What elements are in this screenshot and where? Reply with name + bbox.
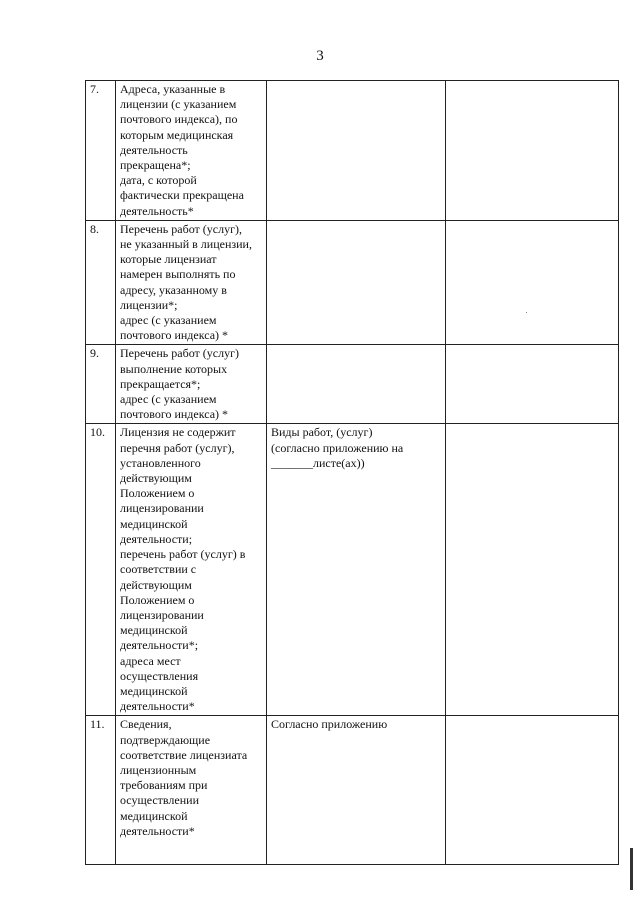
description-line: подтверждающие (120, 732, 211, 747)
description-line: Положением о (120, 592, 195, 607)
description-line: перечень работ (услуг) в (120, 547, 246, 562)
description-line: адреса мест (120, 653, 181, 668)
row-extra-cell[interactable] (446, 81, 619, 221)
description-line: действующим (120, 577, 192, 592)
description-line: осуществления (120, 668, 199, 683)
description-line: лицензировании (120, 501, 204, 516)
row-number: 7. (86, 81, 116, 221)
description-line: фактически прекращена (120, 188, 244, 203)
description-line: которые лицензиат (120, 252, 217, 267)
row-number: 10. (86, 424, 116, 716)
page-number: 3 (316, 48, 324, 64)
description-line: действующим (120, 471, 192, 486)
description-line: лицензии (с указанием (120, 97, 237, 112)
row-value-cell[interactable] (267, 220, 446, 345)
row-value-cell[interactable] (267, 716, 446, 865)
row-extra-cell[interactable] (446, 220, 619, 345)
row-value-cell[interactable] (267, 345, 446, 424)
description-line: медицинской (120, 808, 188, 823)
description-line: медицинской (120, 516, 188, 531)
description-line: деятельности* (120, 699, 195, 714)
description-line: почтового индекса) * (120, 407, 229, 422)
row-description (116, 81, 267, 221)
row-description (116, 424, 267, 716)
description-line: адресу, указанному в (120, 282, 227, 297)
description-line: которым медицинская (120, 127, 234, 142)
row-extra-cell[interactable] (446, 424, 619, 716)
description-line: Лицензия не содержит (120, 425, 236, 440)
description-line: намерен выполнять по (120, 267, 236, 282)
description-line: не указанный в лицензии, (120, 237, 252, 252)
description-line: деятельности; (120, 531, 193, 546)
row-description (116, 220, 267, 345)
value-line: Виды работ, (услуг) (271, 425, 373, 440)
table-row-11 (86, 716, 619, 865)
row-value-cell[interactable] (267, 424, 446, 716)
value-line: _______листе(ах)) (271, 455, 365, 470)
scan-edge-mark (630, 848, 633, 890)
value-line: (согласно приложению на (271, 440, 404, 455)
scan-artifact-dot (526, 312, 527, 313)
value-line: Согласно приложению (271, 717, 388, 732)
form-table (85, 80, 619, 865)
row-number: 11. (86, 716, 116, 865)
description-line: установленного (120, 455, 201, 470)
row-number: 9. (86, 345, 116, 424)
description-line: медицинской (120, 623, 188, 638)
description-line: деятельность* (120, 203, 194, 218)
description-line: деятельность (120, 142, 188, 157)
description-line: почтового индекса), по (120, 112, 238, 127)
description-line: деятельности* (120, 823, 195, 838)
description-line: соответствии с (120, 562, 197, 577)
description-line: деятельности*; (120, 638, 199, 653)
table-row-10 (86, 424, 619, 716)
description-line: осуществлении (120, 793, 199, 808)
row-description (116, 716, 267, 865)
description-line: Перечень работ (услуг), (120, 221, 243, 236)
description-line: лицензионным (120, 762, 197, 777)
description-line: Положением о (120, 486, 195, 501)
description-line: прекращается*; (120, 376, 201, 391)
description-line: медицинской (120, 683, 188, 698)
table-row-7 (86, 81, 619, 221)
table-row-8 (86, 220, 619, 345)
table-row-9 (86, 345, 619, 424)
description-line: дата, с которой (120, 173, 197, 188)
row-value-cell[interactable] (267, 81, 446, 221)
description-line: соответствие лицензиата (120, 747, 248, 762)
description-line: выполнение которых (120, 361, 228, 376)
row-extra-cell[interactable] (446, 716, 619, 865)
description-line: прекращена*; (120, 158, 191, 173)
row-number: 8. (86, 220, 116, 345)
description-line: адрес (с указанием (120, 392, 217, 407)
description-line: Перечень работ (услуг) (120, 346, 240, 361)
description-line: Адреса, указанные в (120, 82, 226, 96)
description-line: перечня работ (услуг), (120, 440, 235, 455)
row-description (116, 345, 267, 424)
description-line: Сведения, (120, 717, 172, 732)
description-line: требованиям при (120, 778, 208, 793)
row-extra-cell[interactable] (446, 345, 619, 424)
description-line: адрес (с указанием (120, 313, 217, 328)
description-line: почтового индекса) * (120, 328, 229, 343)
description-line: лицензии*; (120, 297, 178, 312)
description-line: лицензировании (120, 607, 204, 622)
